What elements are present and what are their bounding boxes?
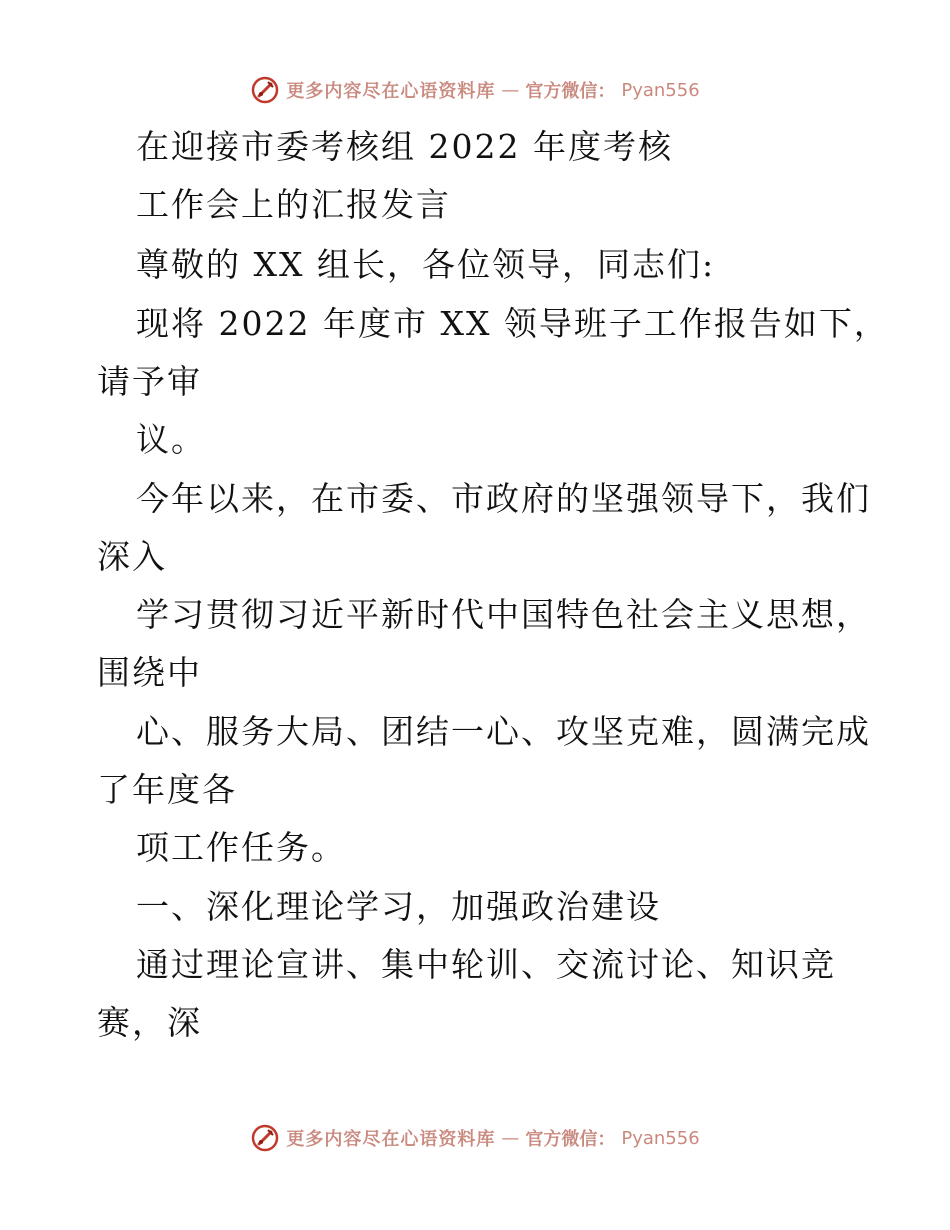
text-line: 今年以来，在市委、市政府的坚强领导下，我们 xyxy=(136,479,871,518)
text-line: 深入 xyxy=(97,537,167,576)
text-line: 项工作任务。 xyxy=(136,828,346,867)
watermark-separator: — xyxy=(501,79,520,101)
text-line: 赛，深 xyxy=(97,1003,202,1042)
watermark-label: 官方微信： xyxy=(525,81,616,102)
watermark-label: 官方微信： xyxy=(525,1129,616,1150)
text-line: 议。 xyxy=(136,420,206,459)
text-line: 心、服务大局、团结一心、攻坚克难，圆满完成 xyxy=(136,712,871,751)
section-heading: 一、深化理论学习，加强政治建设 xyxy=(136,887,661,926)
watermark-header xyxy=(0,70,950,110)
text-line: 通过理论宣讲、集中轮训、交流讨论、知识竞 xyxy=(136,945,836,984)
doc-title-line-2: 工作会上的汇报发言 xyxy=(136,185,451,224)
salutation-line: 尊敬的 XX 组长，各位领导，同志们: xyxy=(136,245,716,284)
text-line: 了年度各 xyxy=(97,770,237,809)
watermark-id: Pyan556 xyxy=(621,79,700,101)
watermark-text: 更多内容尽在心语资料库 xyxy=(286,1129,496,1150)
red-quill-seal-icon xyxy=(250,1123,280,1153)
text-line: 围绕中 xyxy=(97,653,202,692)
text-line: 学习贯彻习近平新时代中国特色社会主义思想， xyxy=(136,595,871,634)
watermark-text: 更多内容尽在心语资料库 xyxy=(286,81,496,102)
text-line: 请予审 xyxy=(97,362,202,401)
red-quill-seal-icon xyxy=(250,75,280,105)
text-line: 现将 2022 年度市 XX 领导班子工作报告如下， xyxy=(136,304,889,343)
watermark-separator: — xyxy=(501,1127,520,1149)
watermark-id: Pyan556 xyxy=(621,1127,700,1149)
doc-title-line-1: 在迎接市委考核组 2022 年度考核 xyxy=(136,127,673,166)
watermark-footer xyxy=(0,1118,950,1158)
